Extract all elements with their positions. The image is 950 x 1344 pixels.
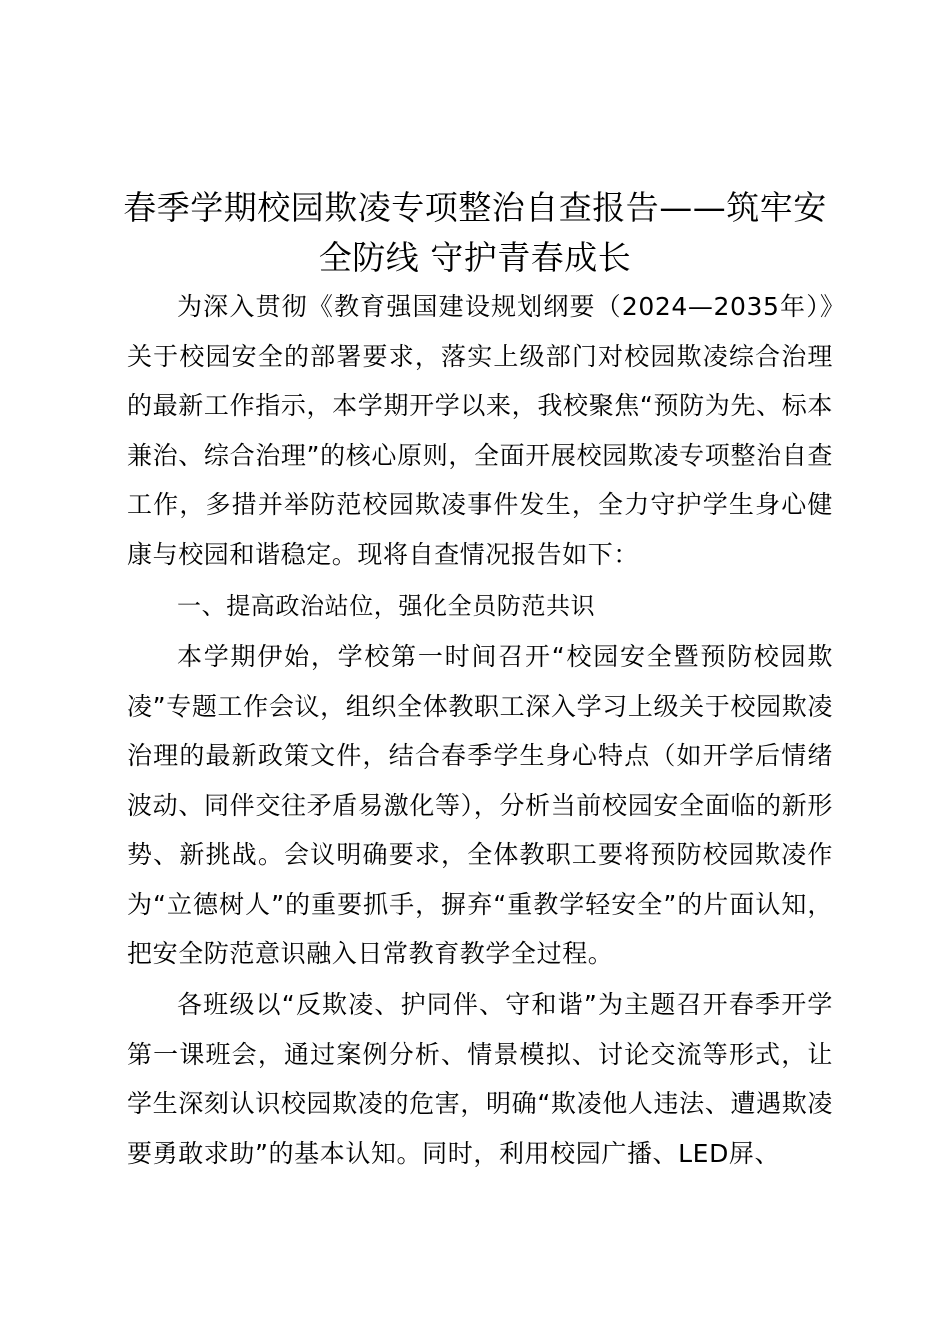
paragraph-class-meeting: 各班级以“反欺凌、护同伴、守和谐”为主题召开春季开学第一课班会，通过案例分析、情景模拟、讨论交流等形式，让学生深刻认识校园欺凌的危害，明确“欺凌他人违法、遭遇欺凌要勇敢求助”的基本认知。同时，利用校园广播、LED屏、 (127, 990, 833, 1168)
paragraph-intro: 为深入贯彻《教育强国建设规划纲要（2024—2035年）》关于校园安全的部署要求，落实上级部门对校园欺凌综合治理的最新工作指示，本学期开学以来，我校聚焦“预防为先、标本兼治、综合治理”的核心原则，全面开展校园欺凌专项整治自查工作，多措并举防范校园欺凌事件发生，全力守护学生身心健康与校园和谐稳定。现将自查情况报告如下： (127, 292, 833, 569)
document-title: 春季学期校园欺凌专项整治自查报告——筑牢安全防线 守护青春成长 (123, 188, 827, 277)
section-heading-1: 一、提高政治站位，强化全员防范共识 (177, 592, 596, 620)
paragraph-meeting: 本学期伊始，学校第一时间召开“校园安全暨预防校园欺凌”专题工作会议，组织全体教职工深入学习上级关于校园欺凌治理的最新政策文件，结合春季学生身心特点（如开学后情绪波动、同伴交往矛盾易激化等），分析当前校园安全面临的新形势、新挑战。会议明确要求，全体教职工要将预防校园欺凌作为“立德树人”的重要抓手，摒弃“重教学轻安全”的片面认知，把安全防范意识融入日常教育教学全过程。 (127, 642, 833, 968)
